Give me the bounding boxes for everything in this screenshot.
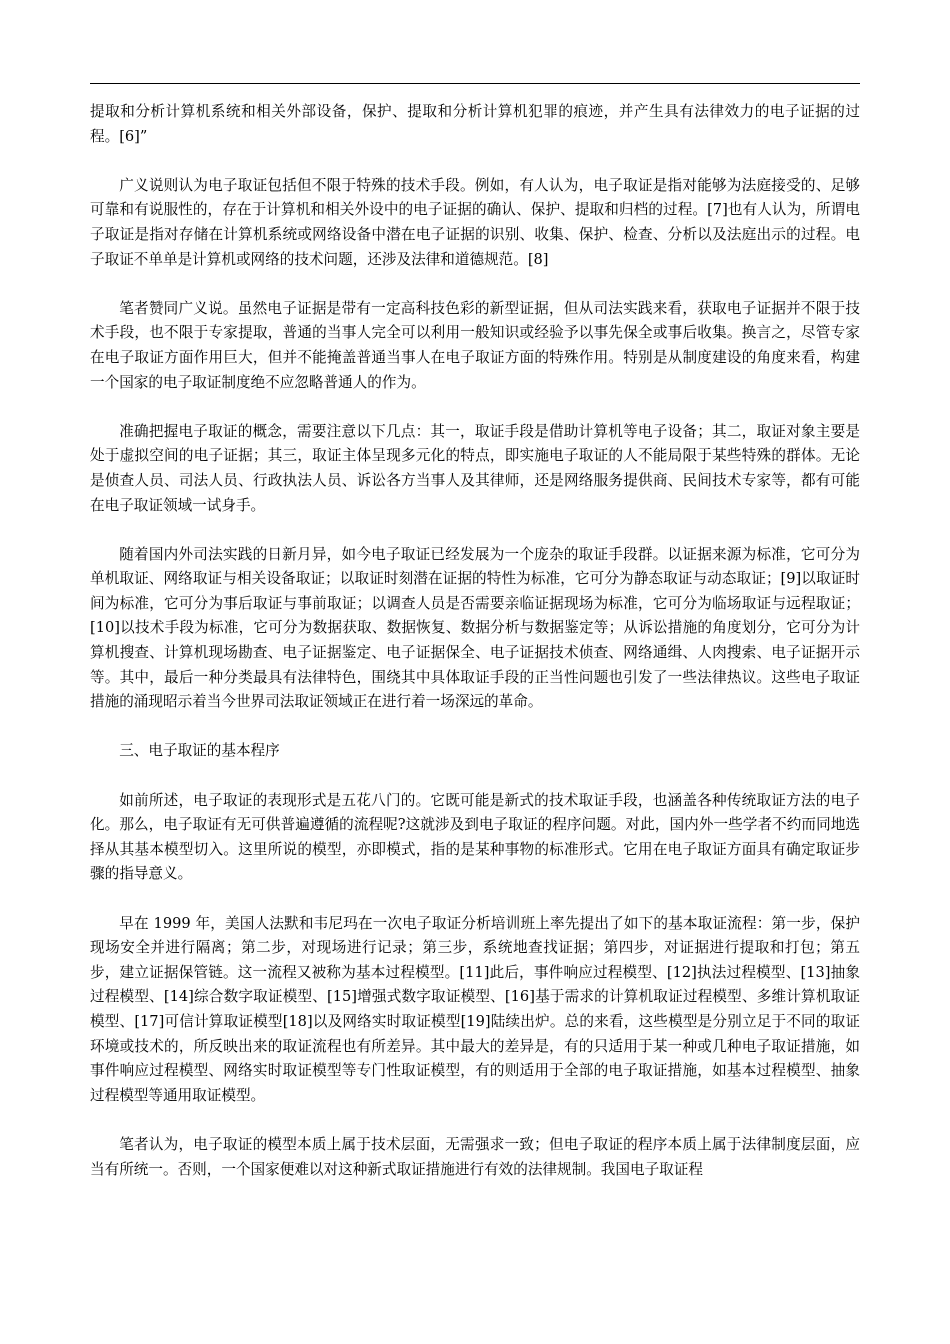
paragraph-author-agrees: 笔者赞同广义说。虽然电子证据是带有一定高科技色彩的新型证据，但从司法实践来看，获取电子证据并不限于技术手段，也不限于专家提取，普通的当事人完全可以利用一般知识或经验予以事先保全或事后收集。换言之，尽管专家在电子取证方面作用巨大，但并不能掩盖普通当事人在电子取证方面的特殊作用。特别是从制度建设的角度来看，构建一个国家的电子取证制度绝不应忽略普通人的作为。 xyxy=(90,299,860,391)
paragraph-author-thinks: 笔者认为，电子取证的模型本质上属于技术层面，无需强求一致；但电子取证的程序本质上属于法律制度层面，应当有所统一。否则，一个国家便难以对这种新式取证措施进行有效的法律规制。我国电子取证程 xyxy=(90,1135,860,1178)
section-heading: 三、电子取证的基本程序 xyxy=(119,742,280,760)
paragraph-1999: 早在 1999 年，美国人法默和韦尼玛在一次电子取证分析培训班上率先提出了如下的基本取证流程：第一步，保护现场安全并进行隔离；第二步，对现场进行记录；第三步，系统地查找证据；第四步，对证据进行提取和打包；第五步，建立证据保管链。这一流程又被称为基本过程模型。[11]此后，事件响应过程模型、[12]执法过程模型、[13]抽象过程模型、[14]综合数字取证模型、[15]增强式数字取证模型、[16]基于需求的计算机取证过程模型、多维计算机取证模型、[17]可信计算取证模型[18]以及网络实时取证模型[19]陆续出炉。总的来看，这些模型是分别立足于不同的取证环境或技术的，所反映出来的取证流程也有所差异。其中最大的差异是，有的只适用于某一种或几种电子取证措施，如事件响应过程模型、网络实时取证模型等专门性取证模型，有的则适用于全部的电子取证措施，如基本过程模型、抽象过程模型等通用取证模型。 xyxy=(90,914,860,1104)
body-text xyxy=(90,100,860,1207)
paragraph-broad-view: 广义说则认为电子取证包括但不限于特殊的技术手段。例如，有人认为，电子取证是指对能够为法庭接受的、足够可靠和有说服性的，存在于计算机和相关外设中的电子证据的确认、保护、提取和归档的过程。[7]也有人认为，所谓电子取证是指对存储在计算机系统或网络设备中潜在电子证据的识别、收集、保护、检查、分析以及法庭出示的过程。电子取证不单单是计算机或网络的技术问题，还涉及法律和道德规范。[8] xyxy=(90,176,860,268)
paragraph-concept-points: 准确把握电子取证的概念，需要注意以下几点：其一，取证手段是借助计算机等电子设备；其二，取证对象主要是处于虚拟空间的电子证据；其三，取证主体呈现多元化的特点，即实施电子取证的人不能局限于某些特殊的群体。无论是侦查人员、司法人员、行政执法人员、诉讼各方当事人及其律师，还是网络服务提供商、民间技术专家等，都有可能在电子取证领域一试身手。 xyxy=(90,422,860,514)
paragraph-as-mentioned: 如前所述，电子取证的表现形式是五花八门的。它既可能是新式的技术取证手段，也涵盖各种传统取证方法的电子化。那么，电子取证有无可供普遍遵循的流程呢?这就涉及到电子取证的程序问题。对此，国内外一些学者不约而同地选择从其基本模型切入。这里所说的模型，亦即模式，指的是某种事物的标准形式。它用在电子取证方面具有确定取证步骤的指导意义。 xyxy=(90,791,860,883)
paragraph-classification: 随着国内外司法实践的日新月异，如今电子取证已经发展为一个庞杂的取证手段群。以证据来源为标准，它可分为单机取证、网络取证与相关设备取证；以取证时刻潜在证据的特性为标准，它可分为静态取证与动态取证；[9]以取证时间为标准，它可分为事后取证与事前取证；以调查人员是否需要亲临证据现场为标准，它可分为临场取证与远程取证；[10]以技术手段为标准，它可分为数据获取、数据恢复、数据分析与数据鉴定等；从诉讼措施的角度划分，它可分为计算机搜查、计算机现场勘查、电子证据鉴定、电子证据保全、电子证据技术侦查、网络通缉、人肉搜索、电子证据开示等。其中，最后一种分类最具有法律特色，围绕其中具体取证手段的正当性问题也引发了一些法律热议。这些电子取证措施的涌现昭示着当今世界司法取证领域正在进行着一场深远的革命。 xyxy=(90,545,860,711)
header-divider xyxy=(90,83,860,84)
paragraph-continued: 提取和分析计算机系统和相关外部设备，保护、提取和分析计算机犯罪的痕迹，并产生具有法律效力的电子证据的过程。[6]” xyxy=(90,103,860,145)
